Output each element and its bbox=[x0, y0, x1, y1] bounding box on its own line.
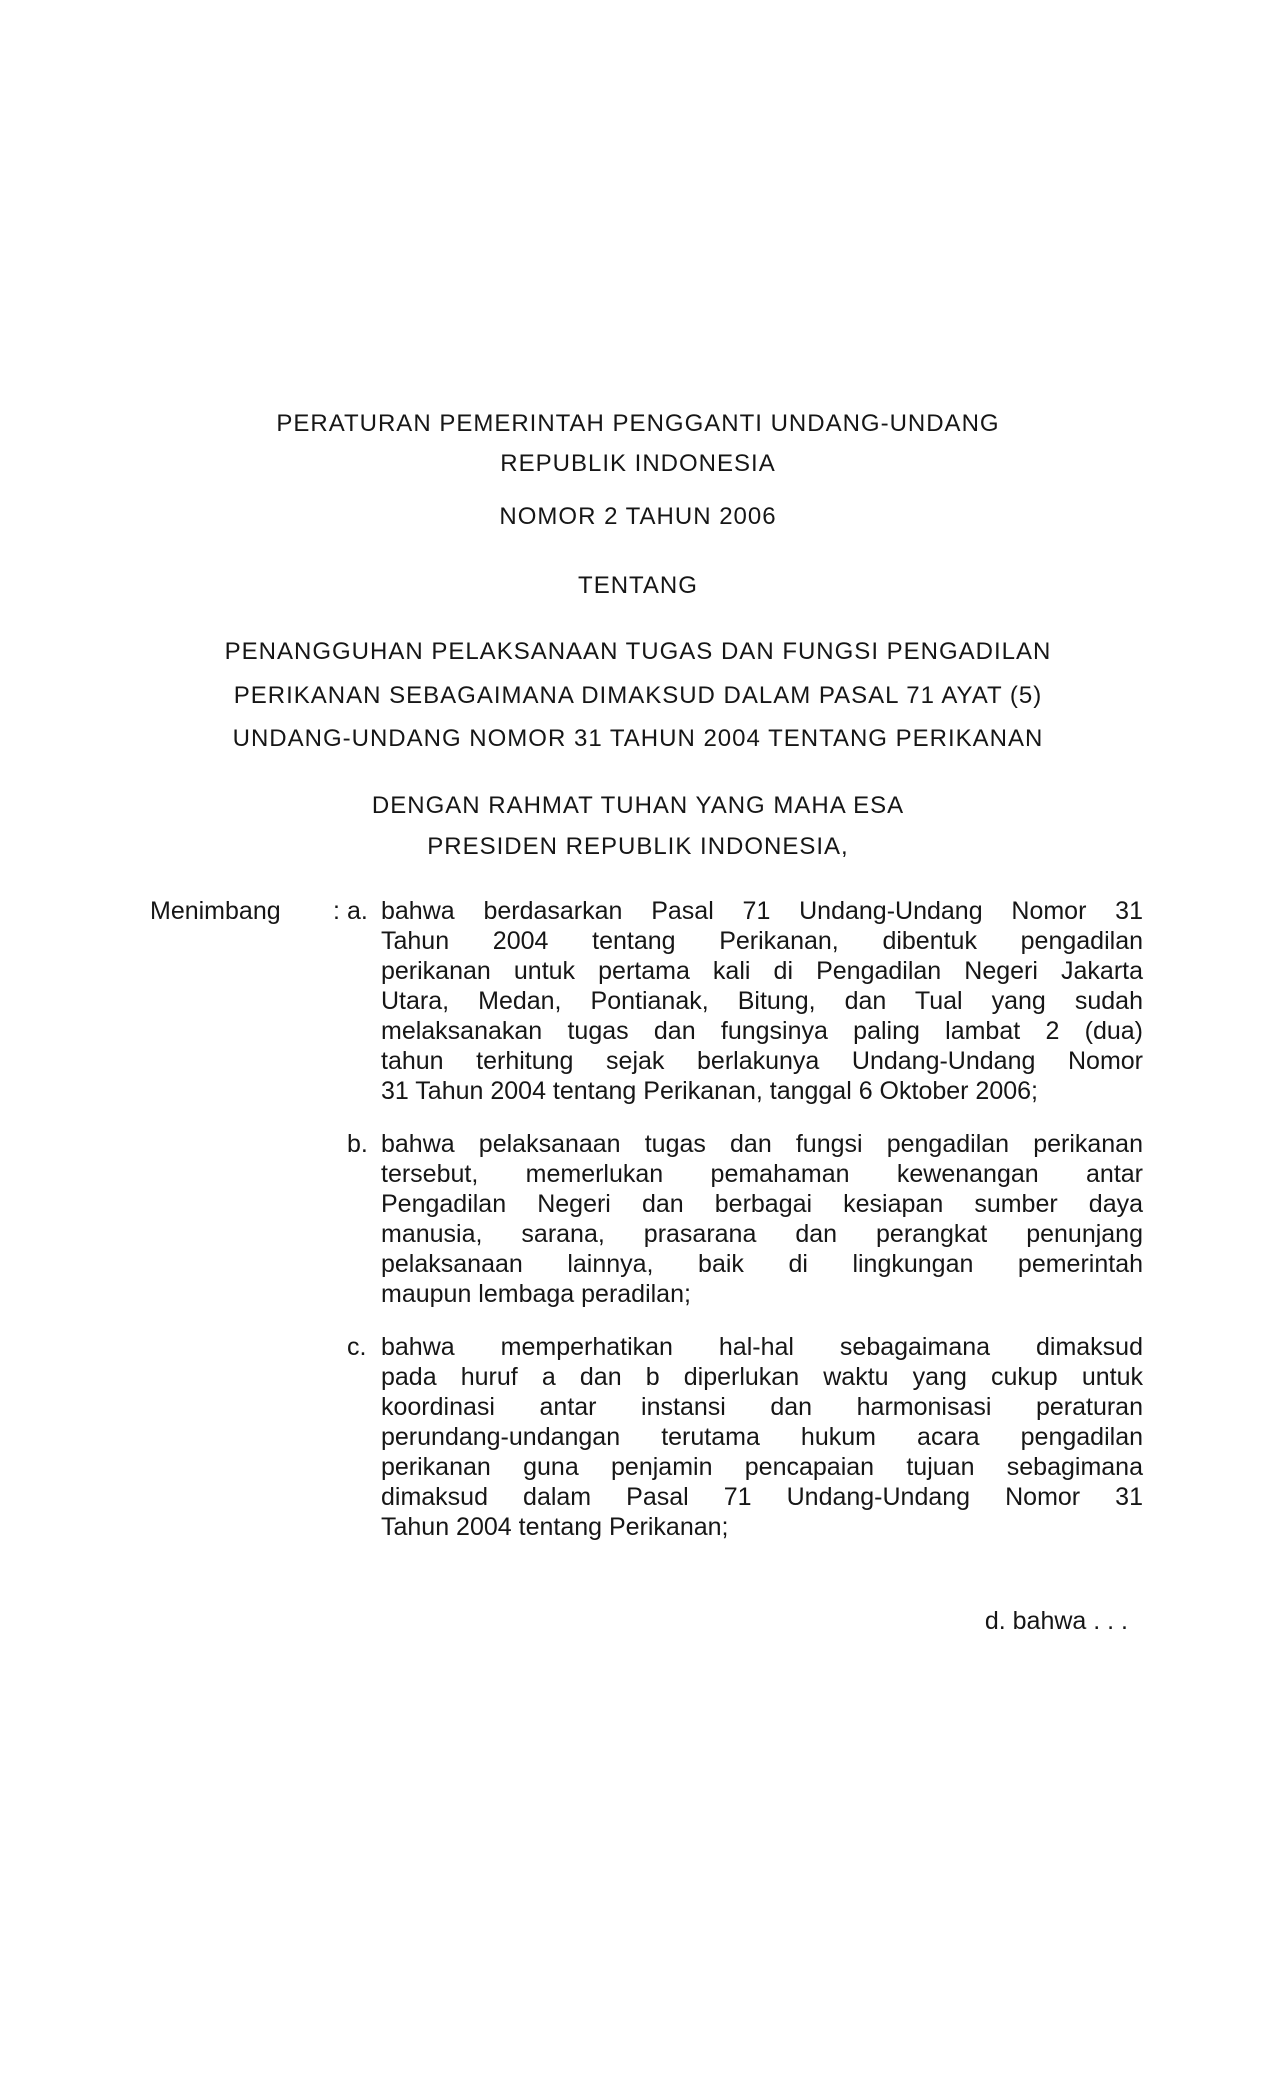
consideration-text-line: maupun lembaga peradilan; bbox=[381, 1280, 691, 1308]
consideration-item-marker: b. bbox=[347, 1130, 368, 1158]
doc-president-line: PRESIDEN REPUBLIK INDONESIA, bbox=[427, 833, 849, 860]
doc-title-line-2: REPUBLIK INDONESIA bbox=[500, 450, 776, 477]
doc-subject-line-3: UNDANG-UNDANG NOMOR 31 TAHUN 2004 TENTANG PERIKANAN bbox=[232, 725, 1044, 752]
consideration-text-line: pelaksanaan lainnya, baik di lingkungan pemerintah bbox=[381, 1250, 1143, 1278]
doc-title-line-1: PERATURAN PEMERINTAH PENGGANTI UNDANG-UNDANG bbox=[276, 410, 1000, 437]
consideration-item-marker: a. bbox=[347, 897, 368, 925]
consideration-text-line: dimaksud dalam Pasal 71 Undang-Undang Nomor 31 bbox=[381, 1483, 1143, 1511]
consideration-text-line: tahun terhitung sejak berlakunya Undang-Undang Nomor bbox=[381, 1047, 1143, 1075]
catchword-line: d. bahwa . . . bbox=[984, 1607, 1128, 1635]
doc-tentang-line: TENTANG bbox=[578, 572, 698, 599]
consideration-text-line: Tahun 2004 tentang Perikanan, dibentuk pengadilan bbox=[381, 927, 1143, 955]
consideration-text-line: koordinasi antar instansi dan harmonisasi peraturan bbox=[381, 1393, 1143, 1421]
consideration-text-line: bahwa pelaksanaan tugas dan fungsi pengadilan perikanan bbox=[381, 1130, 1143, 1158]
consideration-item-text bbox=[381, 896, 1143, 1106]
consideration-text-line: Tahun 2004 tentang Perikanan; bbox=[381, 1513, 729, 1541]
consideration-text-line: perikanan guna penjamin pencapaian tujuan sebagimana bbox=[381, 1453, 1143, 1481]
consideration-text-line: bahwa memperhatikan hal-hal sebagaimana dimaksud bbox=[381, 1333, 1143, 1361]
doc-subject-line-1: PENANGGUHAN PELAKSANAAN TUGAS DAN FUNGSI PENGADILAN bbox=[224, 638, 1052, 665]
consideration-item-text bbox=[381, 1129, 1143, 1309]
consideration-text-line: perundang-undangan terutama hukum acara pengadilan bbox=[381, 1423, 1143, 1451]
consideration-text-line: Pengadilan Negeri dan berbagai kesiapan sumber daya bbox=[381, 1190, 1143, 1218]
consideration-text-line: tersebut, memerlukan pemahaman kewenangan antar bbox=[381, 1160, 1143, 1188]
consideration-text-line: melaksanakan tugas dan fungsinya paling lambat 2 (dua) bbox=[381, 1017, 1143, 1045]
doc-invocation-line: DENGAN RAHMAT TUHAN YANG MAHA ESA bbox=[371, 792, 905, 819]
consideration-text-line: bahwa berdasarkan Pasal 71 Undang-Undang Nomor 31 bbox=[381, 897, 1143, 925]
consideration-text-line: 31 Tahun 2004 tentang Perikanan, tanggal 6 Oktober 2006; bbox=[381, 1077, 1038, 1105]
consideration-item-marker: c. bbox=[347, 1333, 367, 1361]
consideration-text-line: Utara, Medan, Pontianak, Bitung, dan Tual yang sudah bbox=[381, 987, 1143, 1015]
considering-colon: : bbox=[333, 897, 340, 925]
consideration-item-text bbox=[381, 1332, 1143, 1542]
doc-subject-line-2: PERIKANAN SEBAGAIMANA DIMAKSUD DALAM PASAL 71 AYAT (5) bbox=[233, 682, 1043, 709]
consideration-text-line: perikanan untuk pertama kali di Pengadilan Negeri Jakarta bbox=[381, 957, 1143, 985]
considering-label: Menimbang bbox=[150, 897, 281, 925]
consideration-text-line: pada huruf a dan b diperlukan waktu yang cukup untuk bbox=[381, 1363, 1143, 1391]
consideration-text-line: manusia, sarana, prasarana dan perangkat penunjang bbox=[381, 1220, 1143, 1248]
doc-number-line: NOMOR 2 TAHUN 2006 bbox=[499, 503, 777, 530]
